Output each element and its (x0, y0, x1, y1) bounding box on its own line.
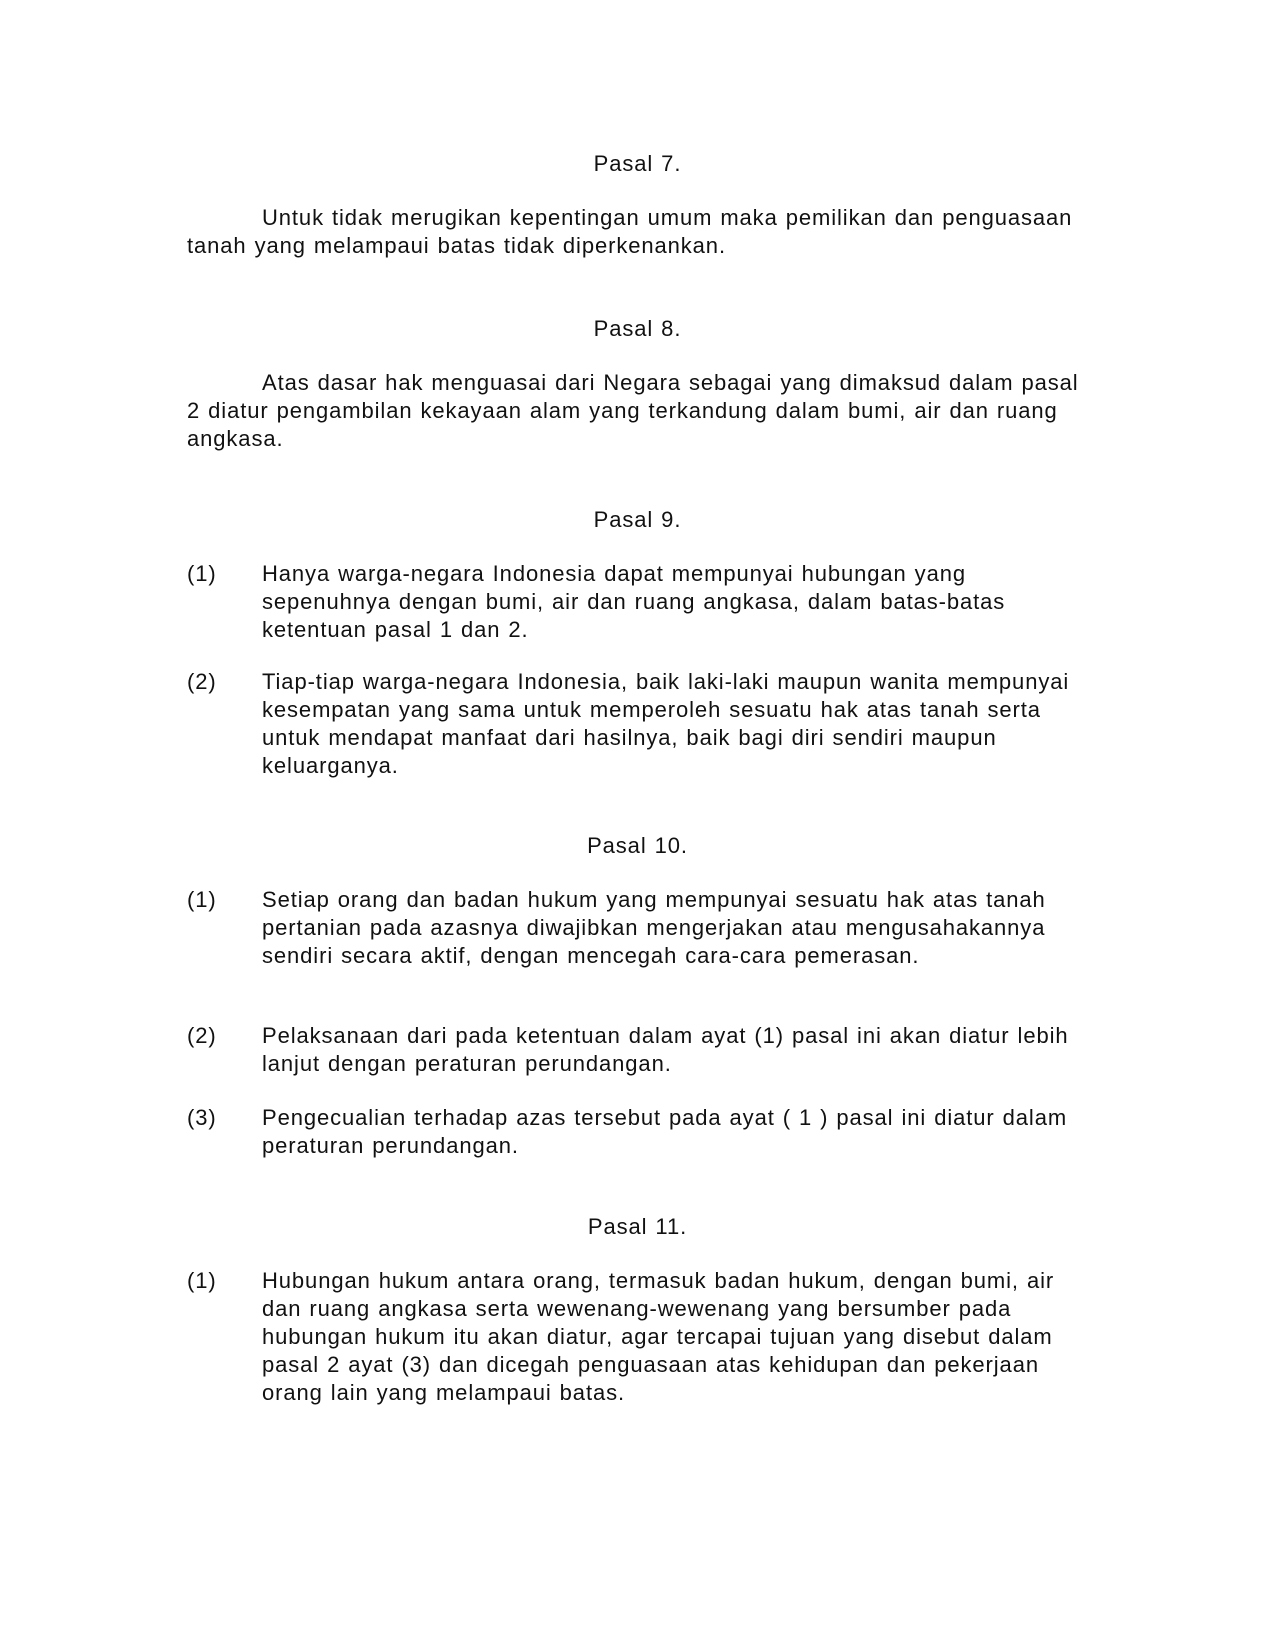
ayat-number: (1) (187, 887, 217, 912)
pasal-7-paragraph: Untuk tidak merugikan kepentingan umum maka pemilikan dan penguasaan tanah yang melampaui batas tidak diperkenankan. (187, 205, 1073, 258)
ayat-number: (1) (187, 561, 217, 586)
ayat-number: (2) (187, 669, 217, 694)
ayat-text: Pengecualian terhadap azas tersebut pada ayat ( 1 ) pasal ini diatur dalam peraturan perundangan. (262, 1105, 1068, 1158)
pasal-9-ayat-1 (187, 560, 1087, 644)
ayat-text: Tiap-tiap warga-negara Indonesia, baik laki-laki maupun wanita mempunyai kesempatan yang sama untuk memperoleh sesuatu hak atas tanah serta untuk mendapat manfaat dari hasilnya, baik bagi diri sendiri maupun keluarganya. (262, 669, 1070, 778)
ayat-number: (2) (187, 1023, 217, 1048)
pasal-11-ayat-1 (187, 1267, 1087, 1407)
pasal-11-heading: Pasal 11. (587, 1214, 688, 1239)
ayat-number: (3) (187, 1105, 217, 1130)
pasal-8-heading: Pasal 8. (593, 316, 682, 341)
pasal-10-heading: Pasal 10. (587, 833, 688, 858)
pasal-10-ayat-2 (187, 1022, 1087, 1078)
pasal-10-ayat-3 (187, 1104, 1087, 1160)
ayat-text: Hanya warga-negara Indonesia dapat mempunyai hubungan yang sepenuhnya dengan bumi, air dan ruang angkasa, dalam batas-batas ketentuan pasal 1 dan 2. (262, 561, 1006, 642)
pasal-9-heading: Pasal 9. (593, 507, 682, 532)
pasal-8-paragraph: Atas dasar hak menguasai dari Negara sebagai yang dimaksud dalam pasal 2 diatur pengambilan kekayaan alam yang terkandung dalam bumi, air dan ruang angkasa. (187, 370, 1079, 451)
pasal-7-heading: Pasal 7. (593, 151, 682, 176)
pasal-9-ayat-2 (187, 668, 1087, 780)
ayat-text: Hubungan hukum antara orang, termasuk badan hukum, dengan bumi, air dan ruang angkasa serta wewenang-wewenang yang bersumber pada hubungan hukum itu akan diatur, agar tercapai tujuan yang disebut dalam pasal 2 ayat (3) dan dicegah penguasaan atas kehidupan dan pekerjaan orang lain yang melampaui batas. (262, 1268, 1055, 1405)
pasal-10-ayat-1 (187, 886, 1087, 970)
ayat-number: (1) (187, 1268, 217, 1293)
ayat-text: Pelaksanaan dari pada ketentuan dalam ayat (1) pasal ini akan diatur lebih lanjut dengan peraturan perundangan. (262, 1023, 1069, 1076)
ayat-text: Setiap orang dan badan hukum yang mempunyai sesuatu hak atas tanah pertanian pada azasnya diwajibkan mengerjakan atau mengusahakannya sendiri secara aktif, dengan mencegah cara-cara pemerasan. (262, 887, 1046, 968)
